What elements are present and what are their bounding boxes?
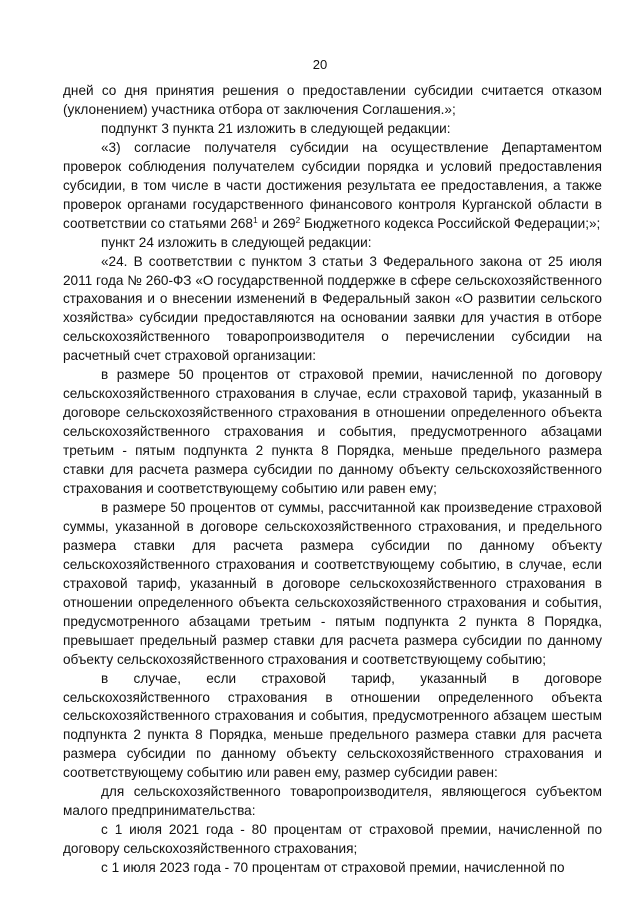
article-ref-269: 269 [272, 215, 296, 231]
document-body [63, 82, 602, 878]
paragraph-3-conjunction: и [257, 215, 273, 231]
article-ref-269-superscript: 2 [295, 214, 301, 225]
paragraph-3-text: «3) согласие получателя субсидии на осуществление Департаментом проверок соблюдения получателем субсидии порядка и условий предоставления субсидии, в том числе в части достижения результата ее предоставления, а также проверок органами государственного финансового контроля Курганской области в соответствии со статьями [63, 139, 602, 231]
paragraph-10: с 1 июля 2021 года - 80 процентам от страховой премии, начисленной по договору сельскохозяйственного страхования; [63, 822, 602, 857]
paragraph-6: в размере 50 процентов от страховой премии, начисленной по договору сельскохозяйственного страхования в случае, если страховой тариф, указанный в договоре сельскохозяйственного страхования в отношении определенного объекта сельскохозяйственного страхования и события, предусмотренного абзацами третьим - пятым подпункта 2 пункта 8 Порядка, меньше предельного размера ставки для расчета размера субсидии по данному объекту сельскохозяйственного страхования и соответствующему событию или равен ему; [63, 367, 602, 497]
article-ref-268-superscript: 1 [252, 214, 258, 225]
article-ref-268: 268 [230, 215, 253, 231]
paragraph-2: подпункт 3 пункта 21 изложить в следующей редакции: [101, 120, 451, 136]
paragraph-8: в случае, если страховой тариф, указанный в договоре сельскохозяйственного страхования в отношении определенного объекта сельскохозяйственного страхования и события, предусмотренного абзацем шестым подпункта 2 пункта 8 Порядка, меньше предельного размера ставки для расчета размера субсидии по данному объекту сельскохозяйственного страхования и соответствующему событию или равен ему, размер субсидии равен: [63, 670, 602, 781]
paragraph-5: «24. В соответствии с пунктом 3 статьи 3 Федерального закона от 25 июля 2011 года № 260-ФЗ «О государственной поддержке в сфере сельскохозяйственного страхования и о внесении изменений в Федеральный закон «О развитии сельского хозяйства» субсидии предоставляются на основании заявки для участия в отборе сельскохозяйственного товаропроизводителя о перечислении субсидии на расчетный счет страховой организации: [63, 253, 602, 364]
paragraph-11: с 1 июля 2023 года - 70 процентам от страховой премии, начисленной по [101, 860, 565, 876]
page-number: 20 [312, 57, 328, 72]
paragraph-9: для сельскохозяйственного товаропроизводителя, являющегося субъектом малого предпринимательства: [63, 784, 602, 819]
paragraph-7: в размере 50 процентов от суммы, рассчитанной как произведение страховой суммы, указанной в договоре сельскохозяйственного страхования, и предельного размера ставки для расчета размера субсидии по данному объекту сельскохозяйственного страхования и соответствующему событию, в случае, если страховой тариф, указанный в договоре сельскохозяйственного страхования в отношении определенного объекта сельскохозяйственного страхования и события, предусмотренного абзацами третьим - пятым подпункта 2 пункта 8 Порядка, превышает предельный размер ставки для расчета размера субсидии по данному объекту сельскохозяйственного страхования и соответствующему событию; [63, 499, 602, 667]
paragraph-4: пункт 24 изложить в следующей редакции: [101, 234, 372, 250]
paragraph-1: дней со дня принятия решения о предоставлении субсидии считается отказом (уклонением) участника отбора от заключения Соглашения.»; [63, 83, 602, 117]
paragraph-3 [63, 139, 602, 234]
paragraph-3-tail: Бюджетного кодекса Российской Федерации;»; [300, 215, 601, 231]
